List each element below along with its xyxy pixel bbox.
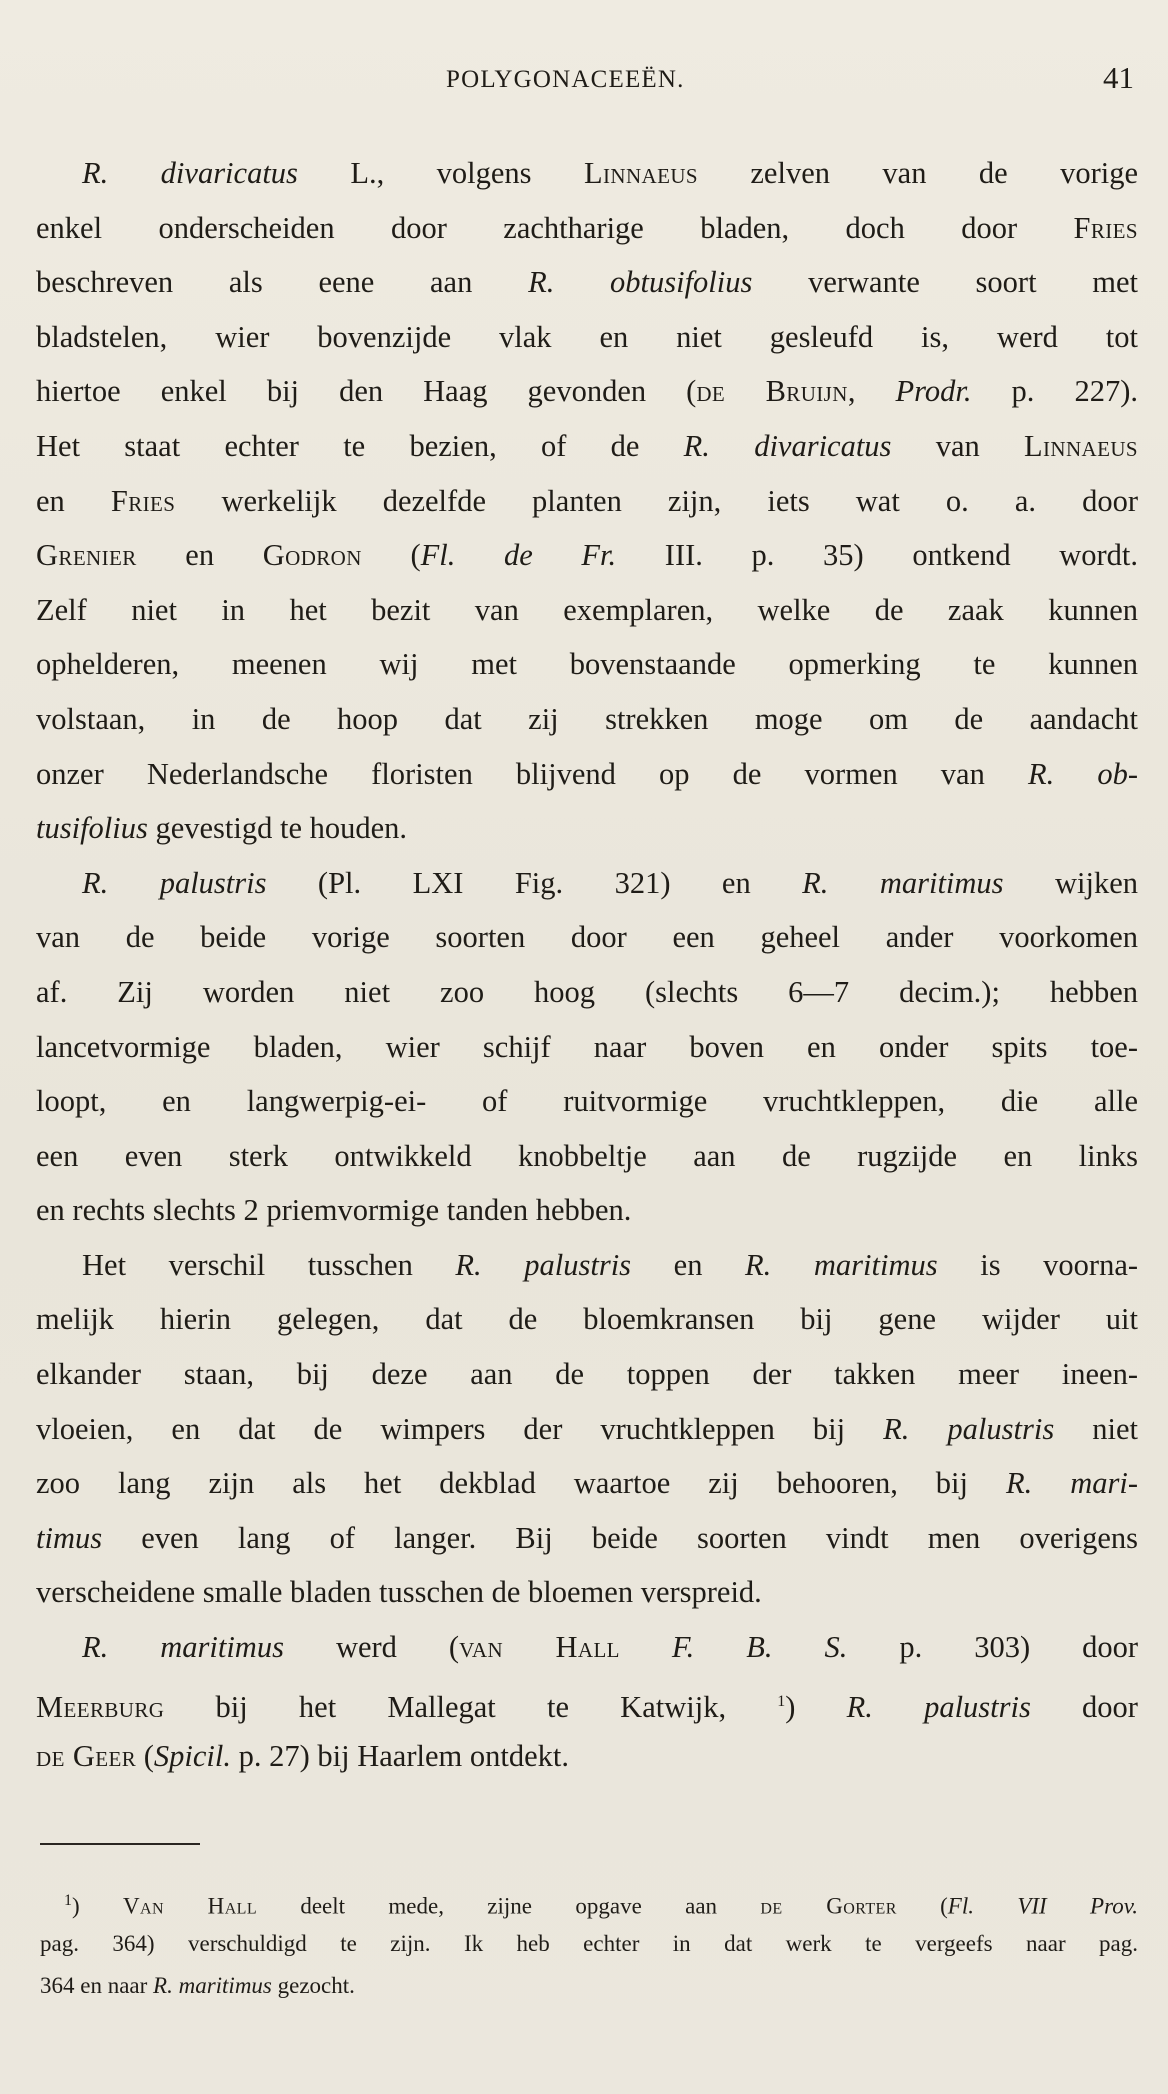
text-line: timus even lang of langer. Bij beide soorten vindt men overigens [36, 1520, 1138, 1555]
footnote-divider [40, 1843, 200, 1845]
footnote-line: $^1$) Van Hall deelt mede, zijne opgave aan de Gorter (Fl. VII Prov. [64, 1892, 1138, 1919]
author-name: de Gorter [760, 1893, 897, 1919]
taxon-name: timus [36, 1520, 103, 1555]
text-line: loopt, en langwerpig-ei- of ruitvormige vruchtkleppen, die alle [36, 1084, 1138, 1119]
work-title: F. B. S. [671, 1630, 848, 1665]
text-line: lancetvormige bladen, wier schijf naar boven en onder spits toe- [36, 1029, 1138, 1064]
text-line: zoo lang zijn als het dekblad waartoe zij behooren, bij R. mari- [36, 1466, 1138, 1501]
text-line: vloeien, en dat de wimpers der vruchtkleppen bij R. palustris niet [36, 1411, 1138, 1446]
author-name: Fries [110, 483, 176, 518]
text-line: volstaan, in de hoop dat zij strekken moge om de aandacht [36, 701, 1138, 736]
author-name: van Hall [459, 1630, 620, 1665]
text-line: elkander staan, bij deze aan de toppen der takken meer ineen- [36, 1357, 1138, 1392]
footnote-reference: 1 [777, 1692, 786, 1710]
footnote-line: 364 en naar R. maritimus gezocht. [40, 1973, 355, 1998]
text-line: R. divaricatus L., volgens Linnaeus zelven van de vorige [82, 156, 1138, 190]
footnote-line: pag. 364) verschuldigd te zijn. Ik heb echter in dat werk te vergeefs naar pag. [40, 1930, 1138, 1956]
page-header [0, 62, 1168, 104]
footnote [40, 1880, 1138, 2008]
text-line: een even sterk ontwikkeld knobbeltje aan de rugzijde en links [36, 1138, 1138, 1173]
author-name: Linnaeus [1024, 428, 1138, 463]
author-name: Meerburg [36, 1689, 165, 1724]
text-line: af. Zij worden niet zoo hoog (slechts 6—7 decim.); hebben [36, 974, 1138, 1009]
text-line: bladstelen, wier bovenzijde vlak en niet gesleufd is, werd tot [36, 319, 1138, 354]
page-number: 41 [1103, 60, 1134, 95]
text-line: ophelderen, meenen wij met bovenstaande opmerking te kunnen [36, 647, 1138, 682]
author-name: Fries [1073, 210, 1138, 245]
text-line: verscheidene smalle bladen tusschen de bloemen verspreid. [36, 1575, 762, 1610]
taxon-name: R. maritimus [82, 1630, 284, 1665]
taxon-name: R. palustris [883, 1411, 1055, 1446]
taxon-name: R. palustris [455, 1247, 632, 1282]
author-name: de Geer [36, 1739, 137, 1774]
taxon-name: tusifolius [36, 811, 148, 846]
taxon-name: R. palustris [846, 1689, 1031, 1724]
text-line: hiertoe enkel bij den Haag gevonden (de Bruijn, Prodr. p. 227). [36, 374, 1138, 409]
text-line: enkel onderscheiden door zachtharige bladen, doch door Fries [36, 210, 1138, 245]
text-line: R. maritimus werd (van Hall F. B. S. p. 303) door [82, 1630, 1138, 1665]
text-line: beschreven als eene aan R. obtusifolius verwante soort met [36, 265, 1138, 300]
taxon-name: R. divaricatus [82, 156, 298, 190]
text-line: Het verschil tusschen R. palustris en R. maritimus is voorna- [82, 1247, 1139, 1282]
text-line: van de beide vorige soorten door een geheel ander voorkomen [36, 920, 1138, 955]
text-line: Meerburg bij het Mallegat te Katwijk, $^1$) R. palustris door [36, 1689, 1138, 1724]
running-head: POLYGONACEEËN. [446, 66, 685, 93]
taxon-name: R. obtusifolius [528, 265, 753, 300]
text-line: onzer Nederlandsche floristen blijvend op de vormen van R. ob- [36, 756, 1138, 791]
text-line: en Fries werkelijk dezelfde planten zijn, iets wat o. a. door [36, 483, 1138, 518]
work-title: Spicil. [153, 1739, 231, 1774]
taxon-name: R. ob- [1027, 756, 1138, 791]
work-title: Fl. VII Prov. [947, 1893, 1138, 1919]
text-line: R. palustris (Pl. LXI Fig. 321) en R. maritimus wijken [82, 865, 1138, 900]
footnote-marker: 1 [64, 1892, 72, 1909]
author-name: Godron [262, 538, 362, 573]
author-name: de Bruijn [696, 374, 848, 409]
text-line: Het staat echter te bezien, of de R. divaricatus van Linnaeus [36, 428, 1138, 463]
text-line: en rechts slechts 2 priemvormige tanden hebben. [36, 1193, 632, 1228]
author-name: Linnaeus [583, 156, 698, 190]
taxon-name: R. divaricatus [683, 428, 892, 463]
body-text [36, 146, 1138, 1784]
text-line: tusifolius gevestigd te houden. [36, 811, 408, 846]
taxon-name: R. palustris [82, 865, 267, 900]
taxon-name: R. maritimus [153, 1973, 272, 1998]
work-title: Prodr. [895, 374, 972, 409]
text-line: de Geer (Spicil. p. 27) bij Haarlem ontdekt. [36, 1739, 569, 1774]
taxon-name: R. maritimus [745, 1247, 938, 1282]
taxon-name: R. maritimus [802, 865, 1004, 900]
author-name: Grenier [36, 538, 137, 573]
text-line: melijk hierin gelegen, dat de bloemkransen bij gene wijder uit [36, 1302, 1138, 1337]
taxon-name: R. mari- [1005, 1466, 1138, 1501]
author-name: Van Hall [123, 1893, 257, 1919]
text-line: Zelf niet in het bezit van exemplaren, welke de zaak kunnen [36, 592, 1138, 627]
text-line: Grenier en Godron (Fl. de Fr. III. p. 35) ontkend wordt. [36, 538, 1138, 573]
work-title: Fl. de Fr. [420, 538, 617, 573]
